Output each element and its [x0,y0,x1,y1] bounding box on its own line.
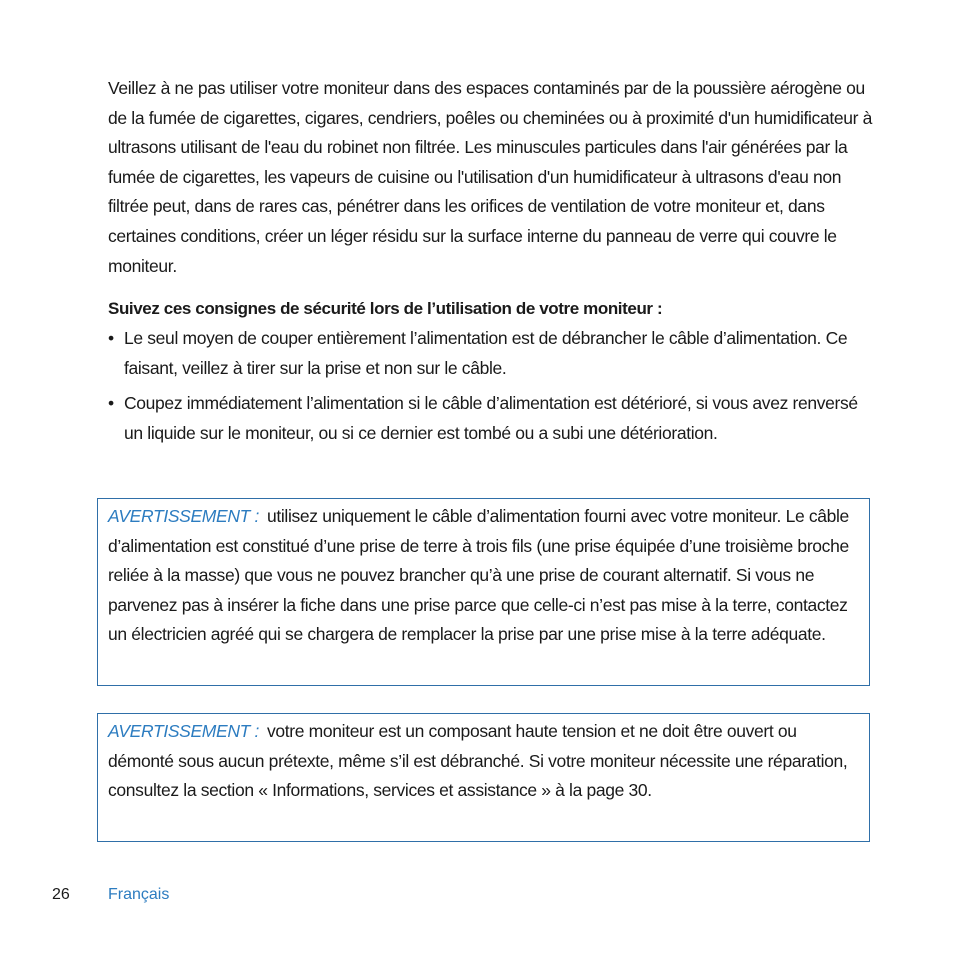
intro-paragraph: Veillez à ne pas utiliser votre moniteur dans des espaces contaminés par de la poussière aérogène ou de la fumée de cigarettes, cigares, cendriers, poêles ou cheminées ou à proximité d'un humidificateur à ultrasons utilisant de l'eau du robinet non filtrée. Les minuscules particules dans l'air générées par la fumée de cigarettes, les vapeurs de cuisine ou l'utilisation d'un humidificateur à ultrasons d'eau non filtrée peut, dans de rares cas, pénétrer dans les orifices de ventilation de votre moniteur et, dans certaines conditions, créer un léger résidu sur la surface interne du panneau de verre qui couvre le moniteur. [108,78,872,276]
list-item [108,389,878,448]
bullet-icon: • [108,393,114,413]
warning-label: AVERTISSEMENT : [108,506,259,526]
bullet-icon: • [108,328,114,348]
warning-box-power-cable [97,498,870,686]
warning-box-high-voltage [97,713,870,842]
bullet-text: Le seul moyen de couper entièrement l’alimentation est de débrancher le câble d’alimentation. Ce faisant, veillez à tirer sur la prise et non sur le câble. [124,328,848,378]
bullet-list-1 [108,324,878,383]
bullet-text: Coupez immédiatement l’alimentation si le câble d’alimentation est détérioré, si vous avez renversé un liquide sur le moniteur, ou si ce dernier est tombé ou a subi une détérioration. [124,393,858,443]
page-number: 26 [52,886,70,903]
bullet-list-2 [108,389,878,448]
warning-label: AVERTISSEMENT : [108,721,259,741]
safety-heading: Suivez ces consignes de sécurité lors de l’utilisation de votre moniteur : [108,299,663,318]
warning-text: votre moniteur est un composant haute tension et ne doit être ouvert ou démonté sous aucun prétexte, même s’il est débranché. Si votre moniteur nécessite une réparation, consultez la section « Informations, services et assistance » à la page 30. [108,721,848,801]
list-item [108,324,878,383]
footer-language: Français [108,886,170,903]
warning-text: utilisez uniquement le câble d’alimentation fourni avec votre moniteur. Le câble d’alimentation est constitué d’une prise de terre à trois fils (une prise équipée d’une troisième broche reliée à la masse) que vous ne pouvez brancher qu’à une prise de courant alternatif. Si vous ne parvenez pas à insérer la fiche dans une prise parce que celle-ci n’est pas mise à la terre, contactez un électricien agréé qui se chargera de remplacer la prise par une prise mise à la terre adéquate. [108,506,849,645]
